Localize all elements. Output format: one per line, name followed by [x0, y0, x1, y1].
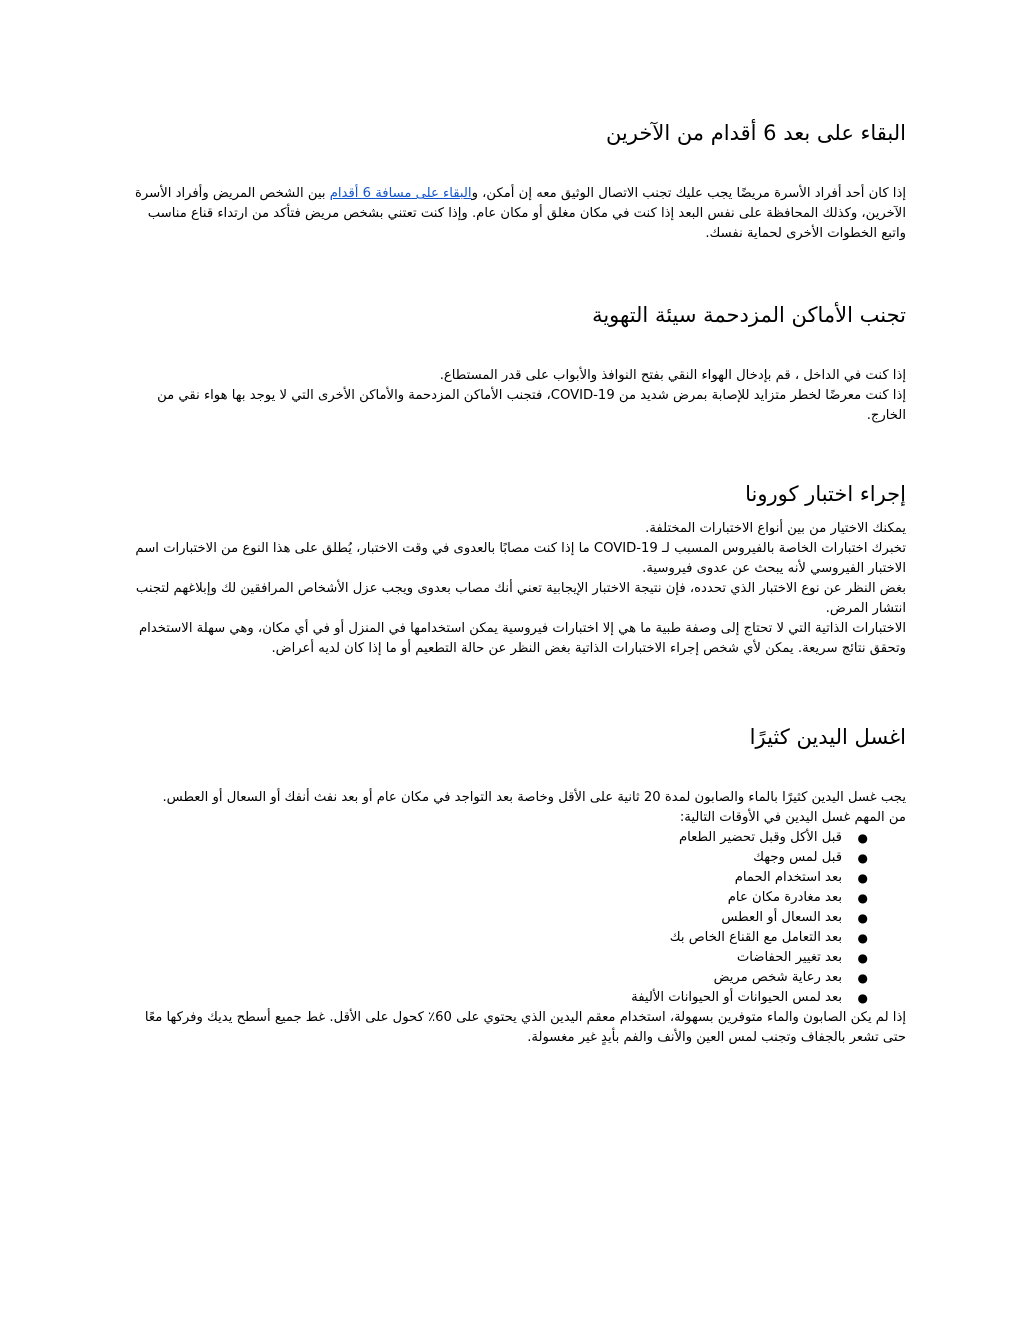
list-item-text: بعد مغادرة مكان عام: [727, 890, 842, 905]
bullet-icon: ●: [857, 911, 868, 925]
heading-keep-distance: البقاء على بعد 6 أقدام من الآخرين: [605, 121, 906, 145]
list-item-text: قبل لمس وجهك: [753, 850, 842, 865]
handwashing-times-list: [120, 828, 906, 1008]
list-item-text: بعد تغيير الحفاضات: [736, 950, 842, 965]
list-item: [120, 848, 906, 868]
list-item-text: بعد لمس الحيوانات أو الحيوانات الأليفة: [631, 990, 842, 1005]
list-item: [120, 988, 906, 1008]
list-item: [120, 948, 906, 968]
paragraph-positive-result: بغض النظر عن نوع الاختبار الذي تحدده، فإن نتيجة الاختبار الإيجابية تعني أنك مصاب بعدوى ويجب عزل الأشخاص المرافقين لك وإبلاغهم لتجنب انتشار المرض.: [135, 581, 906, 616]
list-item: [120, 908, 906, 928]
paragraph-viral-test: تخبرك اختبارات الخاصة بالفيروس المسبب لـ COVID-19 ما إذا كنت مصابًا بالعدوى في وقت الاختبار، يُطلق على هذا النوع من الاختبارات اسم الاختبار الفيروسي لأنه يبحث عن عدوى فيروسية.: [135, 541, 906, 576]
section-testing: [120, 479, 906, 659]
bullet-icon: ●: [857, 851, 868, 865]
heading-avoid-crowds: تجنب الأماكن المزدحمة سيئة التهوية: [592, 303, 906, 327]
paragraph-self-tests: الاختبارات الذاتية التي لا تحتاج إلى وصفة طبية ما هي إلا اختبارات فيروسية يمكن استخدامها في المنزل أو في أي مكان، وهي سهلة الاستخدام وتحقق نتائج سريعة. يمكن لأي شخص إجراء الاختبارات الذاتية بغض النظر عن حالة التطعيم أو ما إذا كان لديه أعراض.: [139, 621, 906, 656]
paragraph-handwashing-intro: يجب غسل اليدين كثيرًا بالماء والصابون لمدة 20 ثانية على الأقل وخاصة بعد التواجد في مكان عام أو بعد نفث أنفك أو السعال أو العطس.: [162, 790, 906, 805]
paragraph-ventilation-risk: إذا كنت معرضًا لخطر متزايد للإصابة بمرض شديد من COVID-19، فتجنب الأماكن المزدحمة والأماكن الأخرى التي لا يوجد بها هواء نقي من الخارج.: [157, 388, 906, 423]
bullet-icon: ●: [857, 951, 868, 965]
bullet-icon: ●: [857, 871, 868, 885]
section-handwashing: [120, 722, 906, 1048]
paragraph-test-types: يمكنك الاختيار من بين أنواع الاختبارات المختلفة.: [645, 521, 906, 536]
paragraph-hand-sanitizer: إذا لم يكن الصابون والماء متوفرين بسهولة، استخدام معقم اليدين الذي يحتوي على 60٪ كحول على الأقل. غط جميع أسطح يديك وفركها معًا حتى تشعر بالجفاف وتجنب لمس العين والأنف والفم بأيدٍ غير مغسولة.: [144, 1010, 906, 1045]
bullet-icon: ●: [857, 971, 868, 985]
heading-testing: إجراء اختبار كورونا: [745, 482, 906, 506]
paragraph-keep-distance: [120, 184, 906, 244]
bullet-icon: ●: [857, 831, 868, 845]
list-item-text: قبل الأكل وقبل تحضير الطعام: [678, 830, 842, 845]
list-item: [120, 888, 906, 908]
list-item-text: بعد رعاية شخص مريض: [713, 970, 842, 985]
list-item: [120, 928, 906, 948]
paragraph-ventilation-indoor: إذا كنت في الداخل ، قم بإدخال الهواء النقي بفتح النوافذ والأبواب على قدر المستطاع.: [439, 368, 906, 383]
list-item: [120, 968, 906, 988]
list-item: [120, 828, 906, 848]
paragraph-text: بين الشخص المريض وأفراد الأسرة الآخرين، وكذلك المحافظة على نفس البعد إذا كنت في مكان مغلق أو مكان عام. وإذا كنت تعتني بشخص مريض فتأكد من ارتداء قناع مناسب واتبع الخطوات الأخرى لحماية نفسك.: [134, 186, 906, 241]
list-item-text: بعد استخدام الحمام: [734, 870, 842, 885]
bullet-icon: ●: [857, 891, 868, 905]
paragraph-text: إذا كان أحد أفراد الأسرة مريضًا يجب عليك تجنب الاتصال الوثيق معه إن أمكن، و: [471, 186, 906, 201]
section-avoid-crowds: [120, 300, 906, 426]
keep-distance-link[interactable]: البقاء على مسافة 6 أقدام: [329, 186, 472, 201]
bullet-icon: ●: [857, 931, 868, 945]
bullet-icon: ●: [857, 991, 868, 1005]
list-item-text: بعد السعال أو العطس: [721, 910, 842, 925]
paragraph-handwashing-times-intro: من المهم غسل اليدين في الأوقات التالية:: [679, 810, 906, 825]
list-item: [120, 868, 906, 888]
heading-handwashing: اغسل اليدين كثيرًا: [749, 725, 906, 749]
list-item-text: بعد التعامل مع القناع الخاص بك: [669, 930, 842, 945]
section-keep-distance: [120, 118, 906, 244]
